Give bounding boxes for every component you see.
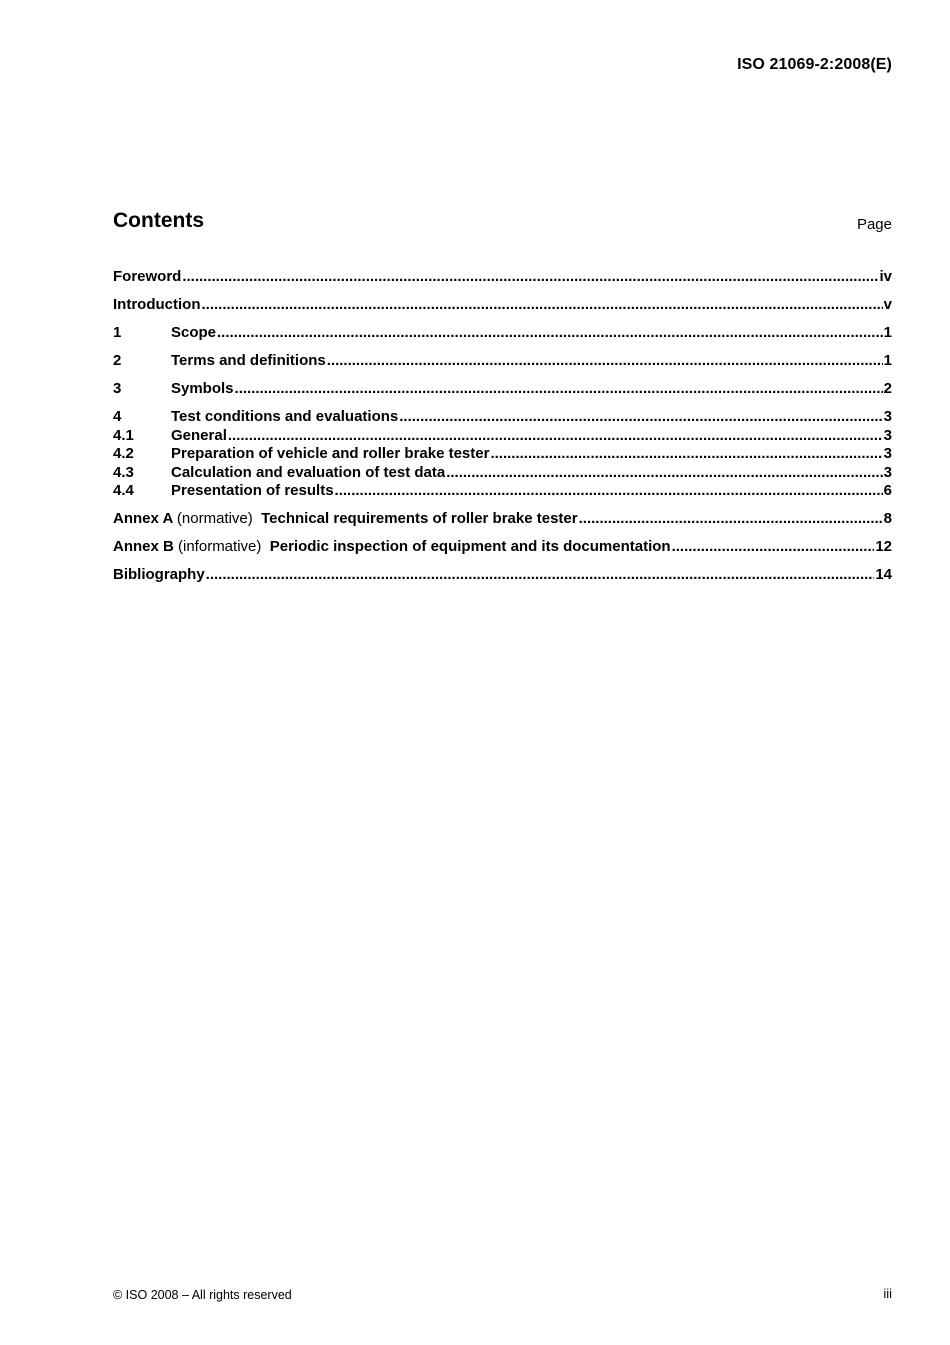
dot-leader: [217, 324, 883, 343]
toc-entry-page: 6: [883, 482, 892, 500]
toc-entry-test-conditions[interactable]: [113, 408, 892, 427]
toc-entry-page: iv: [879, 268, 892, 285]
toc-entry-label: Symbols: [171, 379, 234, 397]
toc-entry-page: 3: [883, 426, 892, 444]
toc-entry-number: 3: [113, 379, 122, 397]
toc-entry-label: Bibliography: [113, 566, 205, 584]
dot-leader: [228, 427, 883, 446]
toc-entry-page: 2: [883, 379, 892, 397]
toc-entry-label: Introduction: [113, 295, 201, 313]
toc-entry-preparation[interactable]: [113, 445, 892, 464]
annex-type: (normative): [176, 510, 253, 528]
toc-entry-number: 4.3: [113, 463, 134, 481]
toc-entry-page: 14: [875, 566, 892, 584]
page-column-label: Page: [856, 216, 892, 233]
toc-entry-annex-b[interactable]: [113, 538, 892, 557]
annex-designation: Annex A: [113, 510, 173, 528]
dot-leader: [490, 445, 882, 464]
toc-entry-label: General: [171, 426, 227, 444]
toc-entry-page: 3: [883, 463, 892, 481]
toc-entry-general[interactable]: [113, 427, 892, 446]
toc-entry-page: 3: [883, 445, 892, 463]
toc-entry-number: 2: [113, 351, 122, 369]
toc-entry-page: 1: [883, 351, 892, 369]
toc-entry-label: Foreword: [113, 268, 182, 285]
toc-entry-number: 4.4: [113, 482, 134, 500]
toc-entry-presentation[interactable]: [113, 482, 892, 501]
dot-leader: [579, 510, 883, 529]
toc-entry-annex-a[interactable]: [113, 510, 892, 529]
dot-leader: [672, 538, 875, 557]
toc-entry-label: Scope: [171, 323, 217, 341]
dot-leader: [335, 482, 883, 501]
toc-entry-number: 4.1: [113, 426, 134, 444]
toc-entry-bibliography[interactable]: [113, 566, 892, 585]
annex-title: Technical requirements of roller brake tester: [261, 510, 578, 528]
toc-entry-page: 3: [883, 407, 892, 425]
toc-entry-label: Test conditions and evaluations: [171, 407, 399, 425]
toc-entry-label: Preparation of vehicle and roller brake tester: [171, 445, 490, 463]
table-of-contents: [113, 268, 892, 585]
annex-title: Periodic inspection of equipment and its documentation: [269, 538, 671, 556]
toc-entry-page: v: [883, 295, 892, 313]
toc-entry-label: [113, 510, 578, 529]
toc-entry-page: 8: [883, 510, 892, 528]
toc-entry-symbols[interactable]: [113, 380, 892, 399]
toc-entry-label: Terms and definitions: [171, 351, 326, 369]
document-identifier: ISO 21069-2:2008(E): [737, 56, 892, 73]
page-number: iii: [883, 1286, 892, 1301]
dot-leader: [446, 464, 882, 483]
toc-entry-number: 4: [113, 407, 122, 425]
toc-entry-page: 12: [875, 538, 892, 556]
copyright-notice: © ISO 2008 – All rights reserved: [113, 1288, 292, 1302]
toc-entry-number: 4.2: [113, 445, 134, 463]
contents-heading: Contents: [113, 209, 204, 232]
toc-entry-terms[interactable]: [113, 352, 892, 371]
annex-type: (informative): [178, 538, 262, 556]
annex-designation: Annex B: [113, 538, 174, 556]
toc-entry-foreword[interactable]: [113, 268, 892, 287]
toc-entry-introduction[interactable]: [113, 296, 892, 315]
dot-leader: [182, 268, 878, 287]
dot-leader: [201, 296, 882, 315]
toc-entry-label: Calculation and evaluation of test data: [171, 463, 446, 481]
dot-leader: [399, 408, 882, 427]
toc-entry-calculation[interactable]: [113, 464, 892, 483]
toc-entry-number: 1: [113, 323, 122, 341]
toc-entry-label: [113, 538, 671, 557]
toc-entry-scope[interactable]: [113, 324, 892, 343]
dot-leader: [206, 566, 875, 585]
toc-entry-page: 1: [883, 323, 892, 341]
dot-leader: [235, 380, 883, 399]
dot-leader: [327, 352, 883, 371]
toc-entry-label: Presentation of results: [171, 482, 334, 500]
